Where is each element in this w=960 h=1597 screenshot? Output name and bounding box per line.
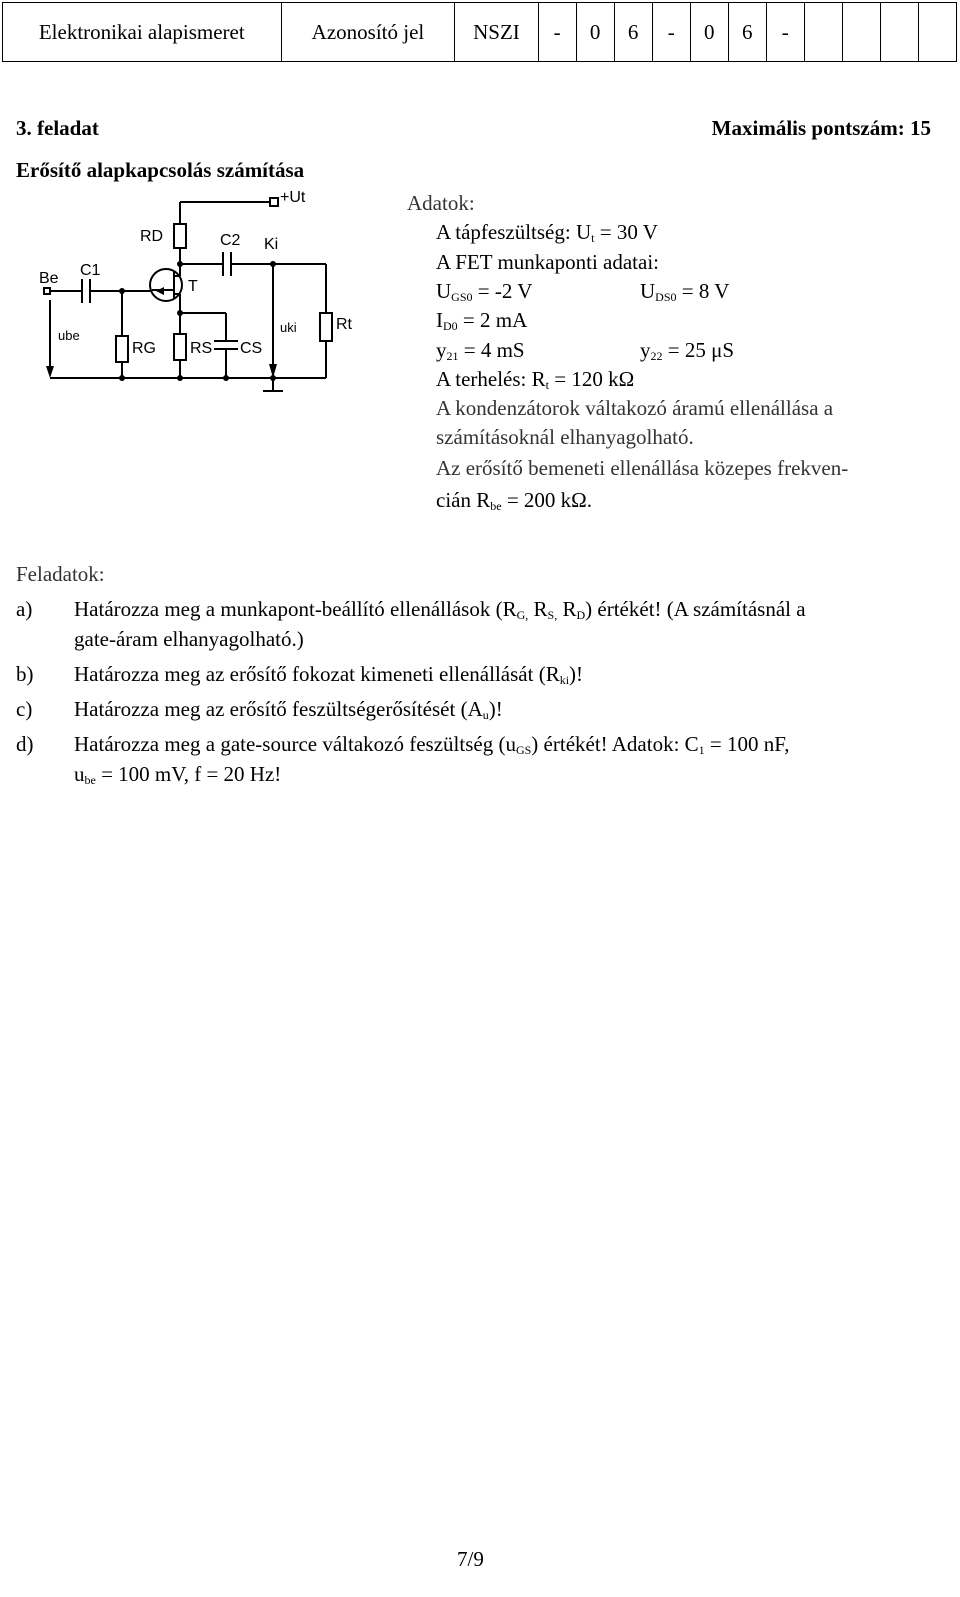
task-a-letter: a): [16, 597, 33, 621]
task-d-letter: d): [16, 732, 34, 756]
load-value: A terhelés: $R_t = 120$ kΩ: [436, 367, 635, 392]
id-cell: 6: [614, 3, 652, 62]
label-rt: Rt: [336, 316, 352, 333]
task-d-line2: $u_{be} = 100$ mV, f = 20 Hz!: [74, 762, 282, 787]
label-ki: Ki: [264, 236, 279, 253]
subject-cell: Elektronikai alapismeret: [3, 3, 282, 62]
data-heading: Adatok:: [407, 191, 475, 215]
max-points: Maximális pontszám: 15: [711, 116, 931, 140]
label-ube: ube: [58, 328, 80, 343]
ugs0-value: $U_{GS0} = -2$ V: [436, 279, 533, 304]
id-cell: [918, 3, 956, 62]
input-resistance-line2: cián $R_{be} = 200$ kΩ.: [436, 488, 593, 513]
id-cell: [804, 3, 842, 62]
id-cell: 6: [728, 3, 766, 62]
label-uki: uki: [280, 320, 297, 335]
header-table: [2, 2, 957, 62]
tasks-heading: Feladatok:: [16, 562, 105, 586]
id-cell: -: [766, 3, 804, 62]
label-rd: RD: [140, 228, 164, 245]
id0-value: $I_{D0} = 2$ mA: [436, 308, 528, 333]
task-title: 3. feladat: [16, 116, 99, 140]
task-b-text: Határozza meg az erősítő fokozat kimeneti ellenállását $(R_{ki})$!: [74, 662, 584, 687]
input-resistance-line1: Az erősítő bemeneti ellenállása közepes frekven-: [436, 456, 849, 480]
task-b-letter: b): [16, 662, 34, 686]
capacitor-note-line1: A kondenzátorok váltakozó áramú ellenállása a: [436, 396, 834, 420]
supply-voltage: A tápfeszültség: $U_t = 30$ V: [436, 220, 658, 245]
label-ut: +Ut: [280, 189, 306, 206]
task-subtitle: Erősítő alapkapcsolás számítása: [16, 158, 305, 182]
label-rs: RS: [190, 340, 213, 357]
id-cell: [842, 3, 880, 62]
id-cell: 0: [690, 3, 728, 62]
y22-value: $y_{22} = 25$ μS: [640, 338, 735, 363]
task-a-line2: gate-áram elhanyagolható.): [74, 627, 304, 651]
id-cell: NSZI: [455, 3, 538, 62]
id-cell: -: [538, 3, 576, 62]
task-c-text: Határozza meg az erősítő feszültségerősítését $(A_u)$!: [74, 697, 503, 722]
task-c-letter: c): [16, 697, 33, 721]
label-rg: RG: [132, 340, 156, 357]
id-label-cell: Azonosító jel: [281, 3, 455, 62]
label-c1: C1: [80, 262, 101, 279]
capacitor-note-line2: számításoknál elhanyagolható.: [436, 425, 694, 449]
label-cs: CS: [240, 340, 263, 357]
uds0-value: $U_{DS0} = 8$ V: [640, 279, 730, 304]
y21-value: $y_{21} = 4$ mS: [436, 338, 525, 363]
label-be: Be: [39, 270, 59, 287]
fet-heading: A FET munkaponti adatai:: [436, 250, 660, 274]
id-cell: 0: [576, 3, 614, 62]
label-c2: C2: [220, 232, 241, 249]
label-t: T: [188, 278, 198, 295]
page-number: 7/9: [457, 1547, 484, 1571]
id-cell: -: [652, 3, 690, 62]
task-d-text: Határozza meg a gate-source váltakozó feszültség $(u_{GS})$ értékét! Adatok: $C_1 = 100$ nF,: [74, 732, 790, 757]
task-a-text: Határozza meg a munkapont-beállító ellenállások ($R_{G,}$ $R_{S,}$ $R_D$) értékét! (A számításnál a: [74, 597, 806, 622]
amplifier-circuit-diagram: [30, 188, 370, 403]
id-cell: [880, 3, 918, 62]
